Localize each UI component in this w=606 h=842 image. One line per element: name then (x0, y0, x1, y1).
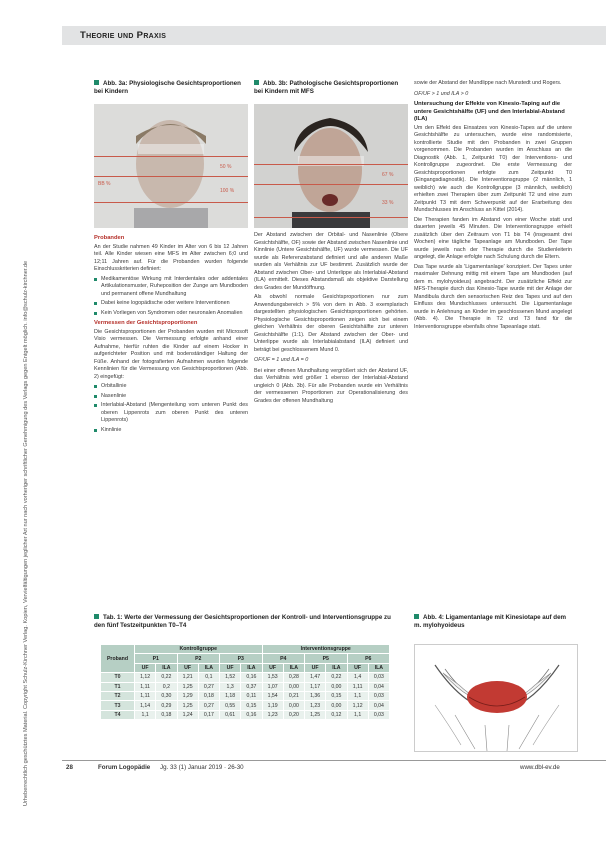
timepoint-cell: T0 (101, 673, 135, 682)
bullet-item: Orbitallinie (94, 383, 248, 391)
value-cell: 1,36 (305, 691, 326, 700)
figure-3a-caption: Abb. 3a: Physiologische Gesichtsproportionen bei Kindern (94, 80, 241, 95)
value-cell: 1,19 (262, 701, 283, 710)
value-cell: 0,21 (283, 691, 304, 700)
patient-header: P6 (347, 654, 390, 663)
measure-header: UF (262, 663, 283, 672)
section-title: Theorie und Praxis (80, 30, 167, 41)
value-cell: 0,03 (368, 673, 389, 682)
text-column-1 (94, 232, 248, 436)
issue-info: Jg. 33 (1) Januar 2019 · 26-30 (160, 764, 244, 771)
value-cell: 0,16 (241, 673, 262, 682)
value-cell: 1,54 (262, 691, 283, 700)
value-cell: 1,11 (135, 691, 156, 700)
orbital-line (254, 164, 408, 165)
table-body (101, 673, 390, 720)
value-cell: 0,18 (156, 710, 177, 719)
patient-header: P1 (135, 654, 178, 663)
paragraph: Bei einer offenen Mundhaltung vergrößert sich der Abstand UF, das Verhältnis wird größer 1 ebenso der Interlabial-Abstand ungleich 0 (Abb. 3b). Für alle Probanden wurde ein Verhältnis der vermessenen Proportionen zur Operationalisierung des Grades der offenen Mundhaltung (254, 367, 408, 404)
ratio-label: BB % (98, 181, 111, 187)
table-row (101, 682, 390, 691)
bullet-item: Interlabial-Abstand (Mengenteilung vom unteren Punkt des oberen Lippenrots zum oberen Punkt des unteren Lippenrots) (94, 402, 248, 425)
ratio-label: 50 % (220, 164, 232, 170)
text-column-2 (254, 232, 408, 407)
paragraph: Um den Effekt des Einsatzes von Kinesio-Tapes auf die untere Gesichtshälfte zu untersuchen, wurde eine randomisierte, kontrollierte Studie mit den Probanden in zwei Gruppen vorgenommen. Die Probanden wurden im Anschluss an die Diagnostik (Abb. 1, Zeitpunkt T0) der Interventions- und Kontrollgruppe zugeordnet. Die erste Vermessung der Gesichtsproportionen erfolgte zum Zeitpunkt T0 (Eingangsdiagnostik). Die Interventionsgruppe (2 männlich, 1 weiblich) wie auch die Kontrollgruppe (3 männlich, weiblich) erhielten zwei Therapien über zum Zeitpunkt T2 und eine zum Zeitpunkt T3 mit dem Schwerpunkt auf der Erarbeitung des Mundschlusses im Anschluss an Kittel (2014). (414, 124, 572, 213)
ratio-label: 33 % (382, 200, 394, 206)
chin-line (254, 217, 408, 218)
value-cell: 0,30 (156, 691, 177, 700)
table-row (101, 691, 390, 700)
chin-line (94, 202, 248, 203)
bullet-item: Nasenlinie (94, 393, 248, 401)
bullet-item: Dabei keine logopädische oder weitere Interventionen (94, 300, 248, 308)
patient-header: P2 (177, 654, 220, 663)
proband-header: Proband (101, 645, 135, 673)
caption-marker (254, 80, 259, 85)
ratio-label: 100 % (220, 188, 235, 194)
value-cell: 0,2 (156, 682, 177, 691)
journal-name: Forum Logopädie (98, 764, 151, 771)
group-header: Kontrollgruppe (135, 645, 263, 654)
value-cell: 0,16 (241, 710, 262, 719)
bullet-item: Kinnlinie (94, 427, 248, 435)
value-cell: 1,25 (177, 701, 198, 710)
value-cell: 0,04 (368, 701, 389, 710)
value-cell: 0,28 (283, 673, 304, 682)
figure-3b-photo (254, 104, 408, 228)
measure-header: ILA (326, 663, 347, 672)
value-cell: 1,25 (305, 710, 326, 719)
value-cell: 0,00 (283, 701, 304, 710)
paragraph: An der Studie nahmen 49 Kinder im Alter von 6 bis 12 Jahren teil. Alle Kinder wiesen eine MFS im Alter zwischen 6;0 und 12;11 Jahren auf. Für die Probanden wurden folgende Einschlusskriterien definiert: (94, 243, 248, 272)
value-cell: 1,25 (177, 682, 198, 691)
measure-header-row (101, 663, 390, 672)
value-cell: 1,21 (177, 673, 198, 682)
heading-probanden: Probanden (94, 235, 125, 241)
value-cell: 0,22 (326, 673, 347, 682)
figure-3b-caption: Abb. 3b: Pathologische Gesichtsproportionen bei Kindern mit MFS (254, 80, 399, 95)
formula: OF/UF > 1 und ILA > 0 (414, 90, 469, 97)
value-cell: 1,1 (347, 710, 368, 719)
formula: OF/UF = 1 und ILA = 0 (254, 357, 309, 363)
heading-vermessen: Vermessen der Gesichtsproportionen (94, 320, 198, 326)
page-number: 28 (66, 764, 73, 771)
value-cell: 0,1 (198, 673, 219, 682)
child-face-illustration (254, 104, 408, 228)
measure-header: ILA (156, 663, 177, 672)
group-header: Interventionsgruppe (262, 645, 390, 654)
table-caption: Tab. 1: Werte der Vermessung der Gesichtsproportionen der Kontroll- und Interventionsgruppe zu den fünf Testzeitpunkten T0–T4 (94, 614, 391, 629)
table-row (101, 701, 390, 710)
nose-line (94, 176, 248, 177)
value-cell: 1,11 (135, 682, 156, 691)
value-cell: 0,04 (368, 682, 389, 691)
privacy-eye-bar (138, 144, 204, 154)
paragraph: Das Tape wurde als 'Ligamentanlage' konzipiert. Der Tapes unter maximaler Dehnung mittig mit einem Tape am Mundboden (auf dem m. mylohyoideus) angebracht. Der zusätzliche Effekt zur MFS-Therapie durch das Kinesio-Tape wurde mit der Anlage der Mandibula durch den sensorischen Reiz des Tapes und auf den Einfluss des Mundschlusses untersucht. Die Ligamentanlage wurde in Anlehnung an Kinder im geschlossenen Mund angelegt (Abb. 4). Die Therapie in T2 und T3 fand für die Interventionsgruppe ebenfalls ohne Tapeanlage statt. (414, 263, 572, 330)
value-cell: 0,11 (241, 691, 262, 700)
measure-header: ILA (198, 663, 219, 672)
value-cell: 1,1 (135, 710, 156, 719)
value-cell: 0,00 (283, 682, 304, 691)
measure-header: UF (347, 663, 368, 672)
value-cell: 0,15 (241, 701, 262, 710)
patient-header: P3 (220, 654, 263, 663)
value-cell: 0,18 (198, 691, 219, 700)
paragraph: Die Therapien fanden im Abstand von einer Woche statt und dauerten jeweils 45 Minuten. Die Interventionsgruppe erhielt zusätzlich über den Zeitraum von T1 bis T4 (insgesamt drei Wochen) eine tägliche Tapeanlage am Mundboden. Der Tape wurde jeweils nach der Therapie durch die Studienleiterin angelegt, die Anlage erfolgte nach Schulung durch die Eltern. (414, 216, 572, 260)
value-cell: 1,14 (135, 701, 156, 710)
value-cell: 1,3 (220, 682, 241, 691)
value-cell: 0,55 (220, 701, 241, 710)
value-cell: 1,24 (177, 710, 198, 719)
timepoint-cell: T2 (101, 691, 135, 700)
value-cell: 0,17 (198, 710, 219, 719)
measure-header: ILA (241, 663, 262, 672)
value-cell: 0,22 (156, 673, 177, 682)
figure-4-caption: Abb. 4: Ligamentanlage mit Kinesiotape auf dem m. mylohyoideus (414, 614, 567, 629)
paragraph: Als obwohl normale Gesichtsproportionen nur zum Anwendungsbereich > 5% von dem in Abb. 3 exemplarisch dargestellten physiologischen Gesichtsproportionen gehörten. Physiologische Gesichtsproportionen zeigen sich bei einem gleichen Verhältnis der oberen Gesichtshälfte zur unteren Gesichtshälfte (1:1). Der Abstand zwischen der Ober- und Unterlippe wurde als Interlabialabstand (ILA) definiert und beträgt bei geschlossenem Mund 0. (254, 294, 408, 353)
paragraph: sowie der Abstand der Mundlippe nach Munstedt und Rogers. (414, 80, 562, 86)
copyright-side-note: Urheberrechtlich geschütztes Material. Copyright Schulz-Kirchner Verlag. Kopien, Vervielfältigungen jeglicher Art nur nach vorheriger schriftlicher Genehmigung des Verlags gegen Entgelt möglich. info@schulz-kirchner.de (23, 260, 29, 806)
ratio-label: 67 % (382, 172, 394, 178)
value-cell: 1,07 (262, 682, 283, 691)
table-row (101, 673, 390, 682)
patient-header: P4 (262, 654, 305, 663)
value-cell: 1,11 (347, 682, 368, 691)
heading-untersuchung: Untersuchung der Effekte von Kinesio-Taping auf die untere Gesichtshälfte (UF) und den Interlabial-Abstand (ILA) (414, 101, 565, 122)
value-cell: 0,61 (220, 710, 241, 719)
value-cell: 0,12 (326, 710, 347, 719)
value-cell: 0,20 (283, 710, 304, 719)
figure-4-illustration (414, 644, 578, 752)
bullet-item: Medikamentöse Wirkung mit Interdentales oder addentales Artikulationsmuster, Ruheposition der Zunge am Mundboden und permanent offene Mundhaltung (94, 276, 248, 299)
nose-line (254, 184, 408, 185)
footer-divider (62, 760, 606, 761)
value-cell: 1,52 (220, 673, 241, 682)
value-cell: 1,47 (305, 673, 326, 682)
caption-marker (414, 614, 419, 619)
value-cell: 1,4 (347, 673, 368, 682)
value-cell: 1,12 (135, 673, 156, 682)
measure-header: UF (177, 663, 198, 672)
timepoint-cell: T4 (101, 710, 135, 719)
value-cell: 0,27 (198, 701, 219, 710)
measure-header: UF (135, 663, 156, 672)
text-column-3 (414, 80, 572, 333)
caption-marker (94, 614, 99, 619)
value-cell: 1,53 (262, 673, 283, 682)
value-cell: 1,18 (220, 691, 241, 700)
measure-header: ILA (368, 663, 389, 672)
paragraph: Die Gesichtsproportionen der Probanden wurden mit Microsoft Visio vermessen. Die Vermessung erfolgte anhand einer Aufnahme, hierfür ruhten die Kinder auf einem Hocker in aufgerichteter Position und mit bodenständiger Haltung der Füße. Anhand der fotografierten Aufnahmen wurden folgende Kennlinien für die Vermessung von Gesichtsproportionen (Abb. 2) eingefügt: (94, 328, 248, 380)
value-cell: 1,23 (262, 710, 283, 719)
value-cell: 0,00 (326, 701, 347, 710)
footer-url: www.dbl-ev.de (520, 764, 560, 771)
figure-3a-photo (94, 104, 248, 228)
measure-header: UF (305, 663, 326, 672)
patient-header: P5 (305, 654, 348, 663)
value-cell: 0,00 (326, 682, 347, 691)
value-cell: 1,1 (347, 691, 368, 700)
orbital-line (94, 156, 248, 157)
paragraph: Der Abstand zwischen der Orbital- und Nasenlinie (Obere Gesichtshälfte, OF) sowie der Abstand zwischen Nasenlinie und Kinnlinie (Untere Gesichtshälfte, UF) wurde vermessen. Die UF wurde als Referenzabstand definiert und alle anderen Maße wurden als Verhältnis zur UF bestimmt. Zusätzlich wurde der Abstand zwischen Ober- und Unterlippe als Interlabial-Abstand (ILA) ermittelt. Dieses Abstandsmaß als objektive Darstellung des Grades der Mundöffnung. (254, 232, 408, 291)
value-cell: 0,03 (368, 710, 389, 719)
value-cell: 0,15 (326, 691, 347, 700)
timepoint-cell: T1 (101, 682, 135, 691)
table-row (101, 710, 390, 719)
measure-header: ILA (283, 663, 304, 672)
value-cell: 1,12 (347, 701, 368, 710)
value-cell: 1,29 (177, 691, 198, 700)
jaw-anatomy-illustration (415, 645, 578, 752)
caption-marker (94, 80, 99, 85)
value-cell: 0,29 (156, 701, 177, 710)
value-cell: 0,27 (198, 682, 219, 691)
measure-header: UF (220, 663, 241, 672)
bullet-item: Kein Vorliegen von Syndromen oder neuronalen Anomalien (94, 310, 248, 318)
timepoint-cell: T3 (101, 701, 135, 710)
value-cell: 1,23 (305, 701, 326, 710)
value-cell: 0,03 (368, 691, 389, 700)
measurement-table (100, 644, 390, 720)
value-cell: 1,17 (305, 682, 326, 691)
value-cell: 0,37 (241, 682, 262, 691)
